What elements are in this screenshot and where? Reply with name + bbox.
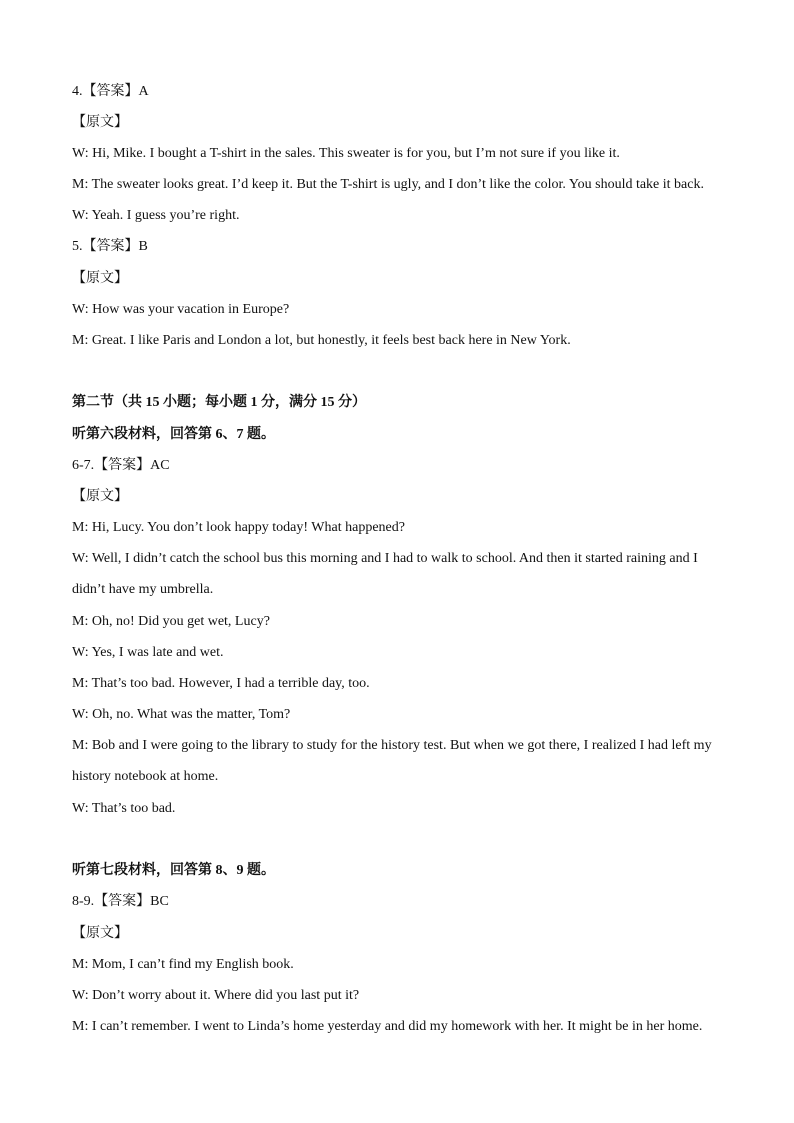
q8-9-line-3: M: I can’t remember. I went to Linda’s home yesterday and did my homework with her. It might be in her home.: [72, 1019, 703, 1034]
q8-9-original-label: 【原文】: [72, 926, 128, 941]
q6-7-line-3: didn’t have my umbrella.: [72, 582, 214, 597]
q6-7-line-4: M: Oh, no! Did you get wet, Lucy?: [72, 614, 270, 629]
q6-7-line-8: M: Bob and I were going to the library to study for the history test. But when we got there, I realized I had left my: [72, 738, 712, 753]
q4-line-1: W: Hi, Mike. I bought a T-shirt in the sales. This sweater is for you, but I’m not sure if you like it.: [72, 146, 620, 161]
q6-7-line-1: M: Hi, Lucy. You don’t look happy today! What happened?: [72, 520, 405, 535]
q6-7-line-10: W: That’s too bad.: [72, 801, 176, 816]
section-2-heading: 第二节（共 15 小题；每小题 1 分，满分 15 分）: [72, 395, 366, 410]
q8-9-answer: 8-9.【答案】BC: [72, 894, 169, 909]
q5-line-2: M: Great. I like Paris and London a lot, but honestly, it feels best back here in New York.: [72, 333, 571, 348]
q6-7-line-9: history notebook at home.: [72, 769, 219, 784]
q6-7-line-2: W: Well, I didn’t catch the school bus this morning and I had to walk to school. And then it started raining and I: [72, 551, 698, 566]
q8-9-instruction: 听第七段材料，回答第 8、9 题。: [72, 863, 275, 878]
q6-7-original-label: 【原文】: [72, 489, 128, 504]
q6-7-line-6: M: That’s too bad. However, I had a terrible day, too.: [72, 676, 370, 691]
q6-7-answer: 6-7.【答案】AC: [72, 458, 170, 473]
q5-line-1: W: How was your vacation in Europe?: [72, 302, 290, 317]
q4-answer: 4.【答案】A: [72, 84, 149, 99]
q5-answer: 5.【答案】B: [72, 239, 148, 254]
q4-original-label: 【原文】: [72, 115, 128, 130]
q8-9-line-1: M: Mom, I can’t find my English book.: [72, 957, 294, 972]
q6-7-line-5: W: Yes, I was late and wet.: [72, 645, 224, 660]
q5-original-label: 【原文】: [72, 271, 128, 286]
q4-line-3: W: Yeah. I guess you’re right.: [72, 208, 240, 223]
q6-7-instruction: 听第六段材料，回答第 6、7 题。: [72, 427, 275, 442]
q8-9-line-2: W: Don’t worry about it. Where did you last put it?: [72, 988, 360, 1003]
q6-7-line-7: W: Oh, no. What was the matter, Tom?: [72, 707, 291, 722]
q4-line-2: M: The sweater looks great. I’d keep it. But the T-shirt is ugly, and I don’t like the color. You should take it back.: [72, 177, 704, 192]
